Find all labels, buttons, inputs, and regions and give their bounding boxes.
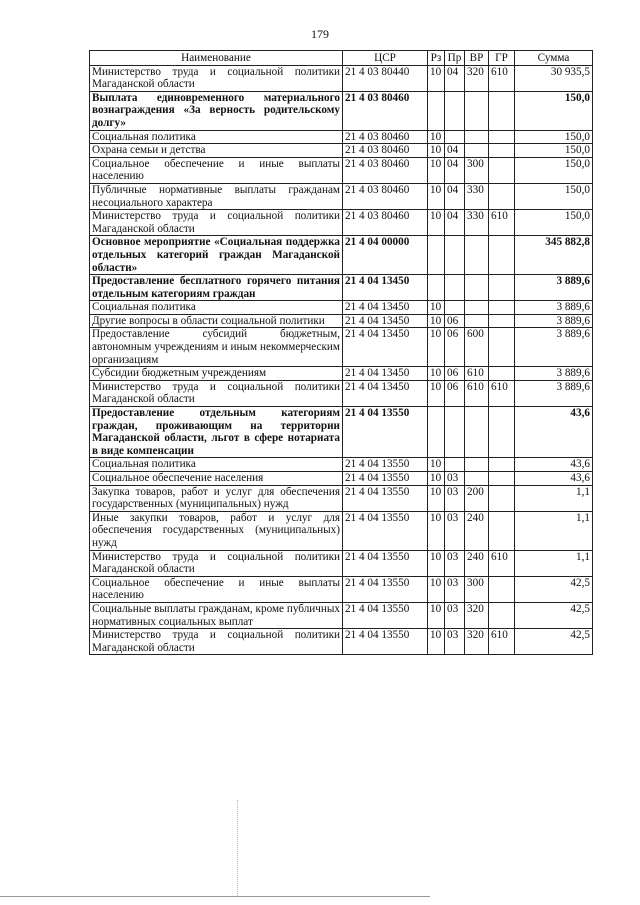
cell-gr <box>489 144 515 158</box>
cell-vr <box>465 458 489 472</box>
cell-csr: 21 4 04 13550 <box>343 602 428 628</box>
cell-sum: 42,5 <box>515 576 593 602</box>
cell-gr <box>489 407 515 458</box>
cell-rz <box>428 275 445 301</box>
cell-vr: 320 <box>465 602 489 628</box>
cell-csr: 21 4 04 13550 <box>343 576 428 602</box>
cell-sum: 345 882,8 <box>515 236 593 275</box>
header-csr: ЦСР <box>343 51 428 66</box>
cell-name: Социальные выплаты гражданам, кроме публичных нормативных социальных выплат <box>90 602 343 628</box>
cell-gr: 610 <box>489 380 515 406</box>
cell-csr: 21 4 04 00000 <box>343 236 428 275</box>
cell-rz <box>428 91 445 130</box>
cell-rz: 10 <box>428 314 445 328</box>
table-row <box>90 328 593 367</box>
cell-vr <box>465 407 489 458</box>
cell-name: Социальное обеспечение населения <box>90 472 343 486</box>
cell-gr <box>489 301 515 315</box>
cell-rz: 10 <box>428 602 445 628</box>
cell-sum: 150,0 <box>515 183 593 209</box>
cell-rz: 10 <box>428 472 445 486</box>
cell-pr: 04 <box>445 144 465 158</box>
cell-sum: 30 935,5 <box>515 65 593 91</box>
cell-name: Субсидии бюджетным учреждениям <box>90 367 343 381</box>
cell-vr <box>465 275 489 301</box>
cell-vr: 600 <box>465 328 489 367</box>
cell-vr: 300 <box>465 157 489 183</box>
cell-vr <box>465 144 489 158</box>
cell-sum: 3 889,6 <box>515 301 593 315</box>
cell-rz: 10 <box>428 157 445 183</box>
cell-sum: 150,0 <box>515 130 593 144</box>
cell-gr <box>489 130 515 144</box>
cell-vr: 330 <box>465 183 489 209</box>
table-row <box>90 157 593 183</box>
cell-csr: 21 4 04 13450 <box>343 380 428 406</box>
cell-gr <box>489 576 515 602</box>
cell-name: Охрана семьи и детства <box>90 144 343 158</box>
cell-name: Социальная политика <box>90 301 343 315</box>
cell-name: Публичные нормативные выплаты гражданам несоциального характера <box>90 183 343 209</box>
cell-pr: 04 <box>445 210 465 236</box>
cell-csr: 21 4 04 13450 <box>343 367 428 381</box>
cell-pr: 03 <box>445 576 465 602</box>
cell-rz <box>428 407 445 458</box>
header-pr: Пр <box>445 51 465 66</box>
cell-vr <box>465 91 489 130</box>
cell-csr: 21 4 03 80460 <box>343 91 428 130</box>
cell-sum: 1,1 <box>515 550 593 576</box>
table-row <box>90 91 593 130</box>
cell-gr <box>489 157 515 183</box>
cell-vr: 610 <box>465 367 489 381</box>
table-row <box>90 183 593 209</box>
cell-vr <box>465 301 489 315</box>
cell-name: Социальная политика <box>90 458 343 472</box>
cell-name: Министерство труда и социальной политики Магаданской области <box>90 550 343 576</box>
cell-csr: 21 4 04 13450 <box>343 328 428 367</box>
cell-vr: 240 <box>465 550 489 576</box>
cell-pr: 03 <box>445 472 465 486</box>
table-row <box>90 458 593 472</box>
cell-pr: 03 <box>445 511 465 550</box>
cell-csr: 21 4 03 80460 <box>343 210 428 236</box>
cell-sum: 150,0 <box>515 210 593 236</box>
cell-csr: 21 4 04 13550 <box>343 485 428 511</box>
cell-gr <box>489 367 515 381</box>
cell-csr: 21 4 04 13450 <box>343 314 428 328</box>
cell-vr: 330 <box>465 210 489 236</box>
table-row <box>90 65 593 91</box>
cell-gr <box>489 458 515 472</box>
header-rz: Рз <box>428 51 445 66</box>
cell-sum: 3 889,6 <box>515 275 593 301</box>
cell-rz: 10 <box>428 301 445 315</box>
cell-vr <box>465 314 489 328</box>
cell-gr: 610 <box>489 629 515 655</box>
header-gr: ГР <box>489 51 515 66</box>
cell-vr <box>465 472 489 486</box>
cell-gr <box>489 183 515 209</box>
cell-rz: 10 <box>428 130 445 144</box>
cell-sum: 42,5 <box>515 602 593 628</box>
cell-pr <box>445 130 465 144</box>
cell-name: Иные закупки товаров, работ и услуг для обеспечения государственных (муниципальных) нужд <box>90 511 343 550</box>
cell-gr <box>489 314 515 328</box>
cell-vr: 200 <box>465 485 489 511</box>
cell-gr: 610 <box>489 550 515 576</box>
cell-pr: 06 <box>445 328 465 367</box>
cell-rz: 10 <box>428 380 445 406</box>
cell-name: Основное мероприятие «Социальная поддержка отдельных категорий граждан Магаданской области» <box>90 236 343 275</box>
table-row <box>90 576 593 602</box>
cell-gr: 610 <box>489 65 515 91</box>
table-row <box>90 301 593 315</box>
cell-vr: 610 <box>465 380 489 406</box>
cell-pr <box>445 301 465 315</box>
cell-rz: 10 <box>428 210 445 236</box>
cell-pr: 03 <box>445 485 465 511</box>
cell-sum: 3 889,6 <box>515 367 593 381</box>
cell-rz: 10 <box>428 511 445 550</box>
table-row <box>90 511 593 550</box>
table-row <box>90 144 593 158</box>
cell-sum: 3 889,6 <box>515 314 593 328</box>
cell-name: Предоставление субсидий бюджетным, автономным учреждениям и иным некоммерческим организациям <box>90 328 343 367</box>
cell-name: Министерство труда и социальной политики Магаданской области <box>90 210 343 236</box>
header-sum: Сумма <box>515 51 593 66</box>
cell-gr <box>489 275 515 301</box>
cell-sum: 1,1 <box>515 485 593 511</box>
cell-sum: 3 889,6 <box>515 328 593 367</box>
cell-name: Социальное обеспечение и иные выплаты населению <box>90 576 343 602</box>
table-row <box>90 407 593 458</box>
cell-rz: 10 <box>428 144 445 158</box>
cell-csr: 21 4 04 13550 <box>343 458 428 472</box>
cell-rz: 10 <box>428 576 445 602</box>
cell-rz: 10 <box>428 183 445 209</box>
cell-gr <box>489 472 515 486</box>
cell-csr: 21 4 03 80440 <box>343 65 428 91</box>
cell-gr <box>489 511 515 550</box>
cell-name: Социальное обеспечение и иные выплаты населению <box>90 157 343 183</box>
cell-vr <box>465 236 489 275</box>
cell-gr: 610 <box>489 210 515 236</box>
cell-rz: 10 <box>428 328 445 367</box>
cell-rz: 10 <box>428 550 445 576</box>
table-row <box>90 210 593 236</box>
cell-sum: 150,0 <box>515 91 593 130</box>
header-vr: ВР <box>465 51 489 66</box>
table-header-row <box>90 51 593 66</box>
cell-name: Другие вопросы в области социальной политики <box>90 314 343 328</box>
table-row <box>90 275 593 301</box>
page-number: 179 <box>311 27 329 41</box>
cell-rz: 10 <box>428 629 445 655</box>
cell-pr: 06 <box>445 380 465 406</box>
cell-vr: 240 <box>465 511 489 550</box>
cell-csr: 21 4 04 13550 <box>343 629 428 655</box>
cell-rz: 10 <box>428 367 445 381</box>
cell-csr: 21 4 04 13450 <box>343 301 428 315</box>
header-name: Наименование <box>90 51 343 66</box>
cell-name: Предоставление отдельным категориям граждан, проживающим на территории Магаданской области, льгот в сфере нотариата в виде компенсации <box>90 407 343 458</box>
cell-rz: 10 <box>428 458 445 472</box>
table-row <box>90 485 593 511</box>
cell-pr <box>445 275 465 301</box>
table-row <box>90 602 593 628</box>
cell-sum: 43,6 <box>515 458 593 472</box>
table-row <box>90 130 593 144</box>
cell-rz <box>428 236 445 275</box>
table-row <box>90 472 593 486</box>
cell-gr <box>489 328 515 367</box>
cell-csr: 21 4 03 80460 <box>343 183 428 209</box>
cell-name: Министерство труда и социальной политики Магаданской области <box>90 65 343 91</box>
table-row <box>90 550 593 576</box>
cell-sum: 150,0 <box>515 144 593 158</box>
cell-vr: 300 <box>465 576 489 602</box>
cell-sum: 150,0 <box>515 157 593 183</box>
cell-name: Закупка товаров, работ и услуг для обеспечения государственных (муниципальных) нужд <box>90 485 343 511</box>
cell-gr <box>489 485 515 511</box>
cell-pr: 03 <box>445 602 465 628</box>
cell-csr: 21 4 03 80460 <box>343 130 428 144</box>
cell-pr <box>445 236 465 275</box>
cell-pr <box>445 91 465 130</box>
table-row <box>90 367 593 381</box>
cell-pr <box>445 458 465 472</box>
cell-pr <box>445 407 465 458</box>
cell-pr: 04 <box>445 183 465 209</box>
cell-sum: 43,6 <box>515 407 593 458</box>
cell-gr <box>489 236 515 275</box>
cell-pr: 03 <box>445 629 465 655</box>
cell-name: Социальная политика <box>90 130 343 144</box>
cell-vr: 320 <box>465 65 489 91</box>
table-row <box>90 380 593 406</box>
cell-csr: 21 4 03 80460 <box>343 144 428 158</box>
cell-pr: 03 <box>445 550 465 576</box>
cell-name: Министерство труда и социальной политики Магаданской области <box>90 629 343 655</box>
cell-pr: 06 <box>445 314 465 328</box>
cell-name: Выплата единовременного материального вознаграждения «За верность родительскому долгу» <box>90 91 343 130</box>
cell-rz: 10 <box>428 65 445 91</box>
cell-sum: 1,1 <box>515 511 593 550</box>
cell-sum: 43,6 <box>515 472 593 486</box>
margin-guide-vertical <box>237 800 238 896</box>
cell-gr <box>489 91 515 130</box>
cell-vr: 320 <box>465 629 489 655</box>
cell-csr: 21 4 04 13550 <box>343 511 428 550</box>
cell-name: Министерство труда и социальной политики Магаданской области <box>90 380 343 406</box>
bottom-divider <box>0 896 430 897</box>
cell-csr: 21 4 03 80460 <box>343 157 428 183</box>
cell-rz: 10 <box>428 485 445 511</box>
cell-sum: 3 889,6 <box>515 380 593 406</box>
budget-table <box>89 50 593 655</box>
cell-sum: 42,5 <box>515 629 593 655</box>
table-row <box>90 629 593 655</box>
cell-gr <box>489 602 515 628</box>
cell-csr: 21 4 04 13550 <box>343 550 428 576</box>
cell-pr: 04 <box>445 65 465 91</box>
cell-vr <box>465 130 489 144</box>
table-row <box>90 236 593 275</box>
cell-csr: 21 4 04 13550 <box>343 407 428 458</box>
cell-csr: 21 4 04 13450 <box>343 275 428 301</box>
cell-csr: 21 4 04 13550 <box>343 472 428 486</box>
cell-pr: 04 <box>445 157 465 183</box>
cell-name: Предоставление бесплатного горячего питания отдельным категориям граждан <box>90 275 343 301</box>
table-row <box>90 314 593 328</box>
cell-pr: 06 <box>445 367 465 381</box>
